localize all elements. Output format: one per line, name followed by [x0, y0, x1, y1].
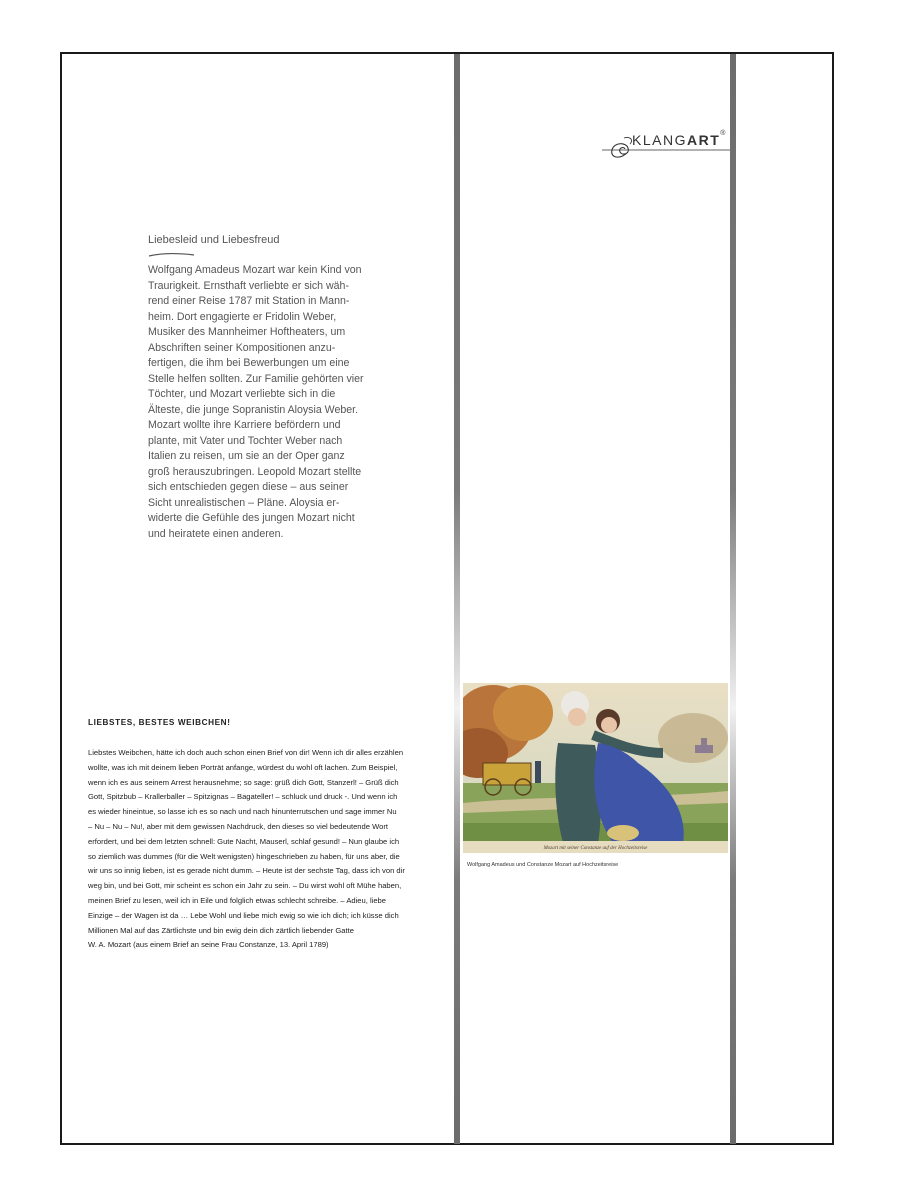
intro-body: Wolfgang Amadeus Mozart war kein Kind von Traurigkeit. Ernsthaft verliebte er sich wäh- rend einer Reise 1787 mit Station in Mann- heim. Dort engagierte er Fridolin Weber, Musiker des Mannheimer Hoftheaters, um Abschriften seiner Kompositionen anzu- fertigen, die ihm bei Bewerbungen um eine Stelle helfen sollten. Zur Familie gehörten vier Töchter, und Mozart verliebte sich in die Älteste, die junge Sopranistin Aloysia Weber. Mozart wollte ihre Karriere befördern und plante, mit Vater und Tochter Weber nach Italien zu reisen, um sie an der Oper ganz groß herauszubringen. Leopold Mozart stellte sich entschieden gegen diese – aus seiner Sicht unrealistischen – Pläne. Aloysia er- widerte die Gefühle des jungen Mozart nicht und heiratete einen anderen. [148, 264, 364, 540]
column-divider-left [454, 54, 460, 1144]
painting-inscription: Mozart mit seiner Constanze auf der Hochzeitsreise [543, 846, 648, 851]
page-frame [60, 52, 834, 1145]
intro-heading: Liebesleid und Liebesfreud [148, 234, 280, 246]
letter-heading: LIEBSTES, BESTES WEIBCHEN! [88, 718, 231, 727]
painting-illustration [463, 683, 728, 853]
mozart-constanze-painting [463, 683, 728, 853]
klangart-logo [600, 130, 732, 166]
logo-wordmark: KLANGART® [632, 130, 727, 148]
heading-swoosh-icon [148, 252, 196, 258]
column-divider-right [730, 54, 736, 1144]
painting-caption: Wolfgang Amadeus und Constanze Mozart auf Hochzeitsreise [467, 862, 619, 868]
letter-body: Liebstes Weibchen, hätte ich doch auch schon einen Brief von dir! Wenn ich dir alles erzählen wollte, was ich mit deinem lieben Porträt anfange, würdest du wohl oft lachen. Zum Beispiel, wenn ich es aus seinem Arrest herausnehme; so sage: grüß dich Gott, Stanzerl! – Grüß dich Gott, Spitzbub – Krallerballer – Spitzignas – Bagateller! – schluck und druck -. Und wenn ich es wieder hineintue, so lasse ich es so nach und nach hinunterrutschen und sage immer Nu – Nu – Nu – Nu!, aber mit dem gewissen Nachdruck, den dieses so viel bedeutende Wort erfordert, und bei dem letzten schnell: Gute Nacht, Mauserl, schlaf gesund! – Nun glaube ich so ziemlich was dummes (für die Welt wenigsten) hingeschrieben zu haben, für uns aber, die wir uns so innig lieben, ist es gerade nicht dumm. – Heute ist der sechste Tag, dass ich von dir weg bin, und bei Gott, mir scheint es schon ein Jahr zu sein. – Du wirst wohl oft Mühe haben, meinen Brief zu lesen, weil ich in Eile und folglich etwas schlecht schreibe. – Adieu, liebe Einzige – der Wagen ist da … Lebe Wohl und liebe mich ewig so wie ich dich; ich küsse dich Millionen Mal auf das Zärtlichste und bin ewig dein dich zärtlich liebender Gatte W. A. Mozart (aus einem Brief an seine Frau Constanze, 13. April 1789) [88, 748, 405, 950]
